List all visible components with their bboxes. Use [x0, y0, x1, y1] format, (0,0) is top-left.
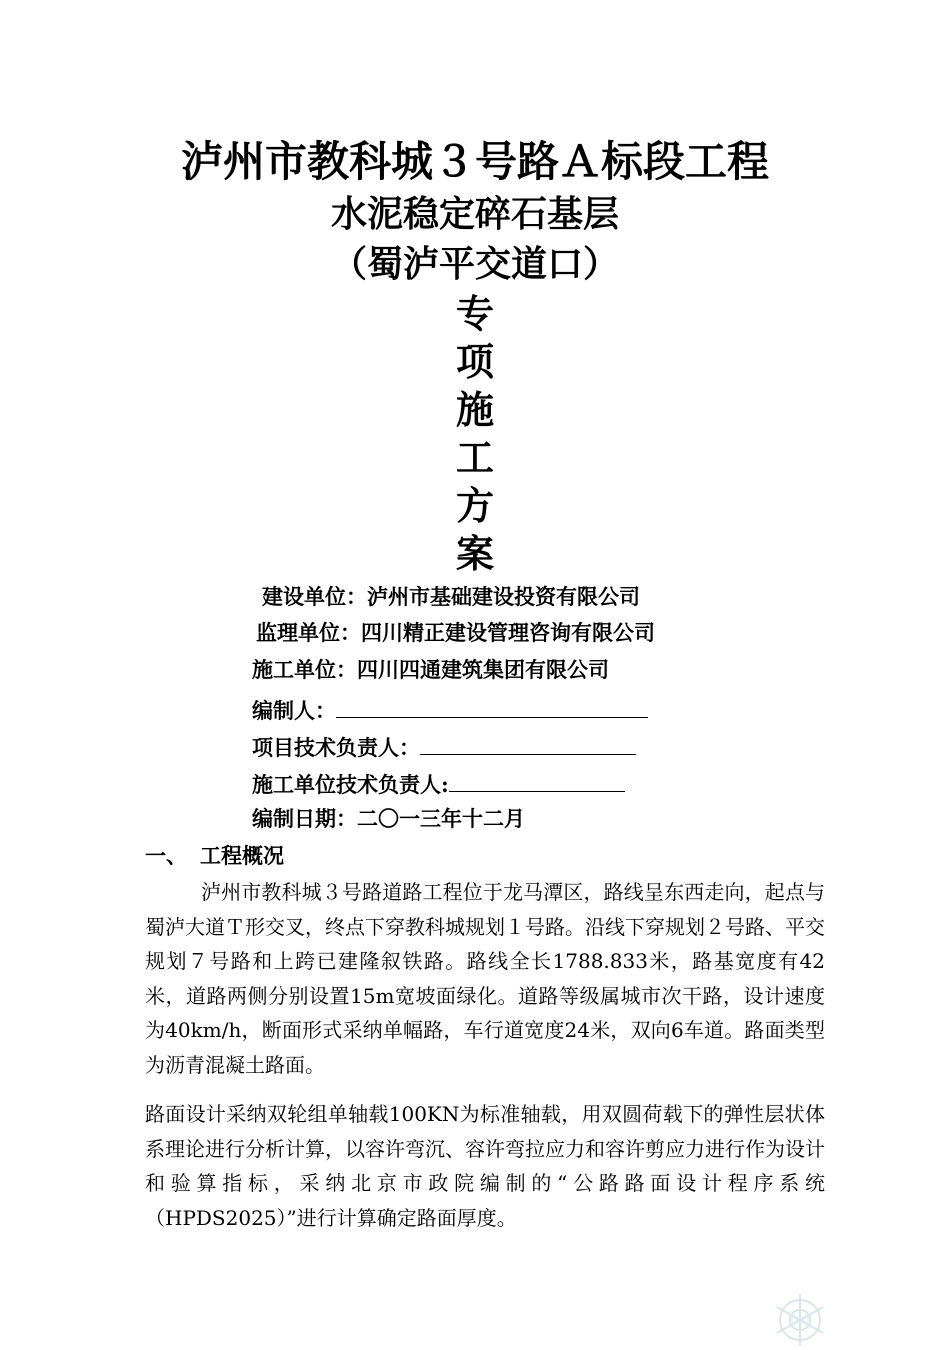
compiler-row [252, 695, 648, 726]
supervisor-row [256, 618, 655, 648]
vertical-title-char: 工 [455, 435, 494, 480]
contractor-value: 四川四通建筑集团有限公司 [357, 657, 609, 682]
contractor-label: 施工单位： [252, 657, 357, 682]
date-label: 编制日期： [252, 806, 357, 831]
document-subtitle-location: （蜀泸平交道口） [330, 243, 619, 285]
contractor-tech-signature-line [449, 769, 625, 792]
overview-paragraph-2: 路面设计采纳双轮组单轴载100KN为标准轴载，用双圆荷载下的弹性层状体系理论进行分析计算，以容许弯沉、容许弯拉应力和容许剪应力进行作为设计和验算指标，采纳北京市政院编制的“公路路面设计程序系统（HPDS2025）”进行计算确定路面厚度。 [145, 1102, 825, 1230]
builder-label: 建设单位： [262, 584, 367, 609]
compiler-signature-line [336, 695, 648, 718]
tech-lead-signature-line [420, 732, 636, 755]
snowflake-watermark-icon [770, 1290, 830, 1350]
vertical-title-char: 项 [455, 339, 494, 384]
contractor-tech-row [252, 769, 625, 800]
section-title: 工程概况 [200, 843, 284, 868]
compiler-label: 编制人： [252, 698, 336, 723]
builder-value: 泸州市基础建设投资有限公司 [367, 584, 640, 609]
section-heading [145, 841, 284, 871]
vertical-title-char: 案 [455, 531, 494, 576]
tech-lead-label: 项目技术负责人： [252, 735, 420, 760]
date-row [252, 804, 525, 834]
section-number: 一、 [145, 843, 187, 868]
vertical-title [445, 290, 505, 578]
supervisor-value: 四川精正建设管理咨询有限公司 [361, 620, 655, 645]
builder-row [262, 582, 640, 612]
contractor-row [252, 655, 609, 685]
vertical-title-char: 专 [455, 291, 494, 336]
overview-paragraph-1: 泸州市教科城３号路道路工程位于龙马潭区，路线呈东西走向，起点与蜀泸大道Ｔ形交叉，终点下穿教科城规划１号路。沿线下穿规划２号路、平交规划７号路和上跨已建隆叙铁路。路线全长1788.833米，路基宽度有42米，道路两侧分别设置15m宽坡面绿化。道路等级属城市次干路，设计速度为40km/h，断面形式采纳单幅路，车行道宽度24米，双向6车道。路面类型为沥青混凝土路面。 [145, 880, 825, 1077]
document-title: 泸州市教科城３号路Ａ标段工程 [180, 137, 769, 186]
vertical-title-char: 方 [455, 483, 494, 528]
vertical-title-char: 施 [455, 387, 494, 432]
tech-lead-row [252, 732, 636, 763]
supervisor-label: 监理单位： [256, 620, 361, 645]
document-subtitle: 水泥稳定碎石基层 [330, 193, 619, 235]
date-value: 二〇一三年十二月 [357, 806, 525, 831]
contractor-tech-label: 施工单位技术负责人: [252, 772, 449, 797]
